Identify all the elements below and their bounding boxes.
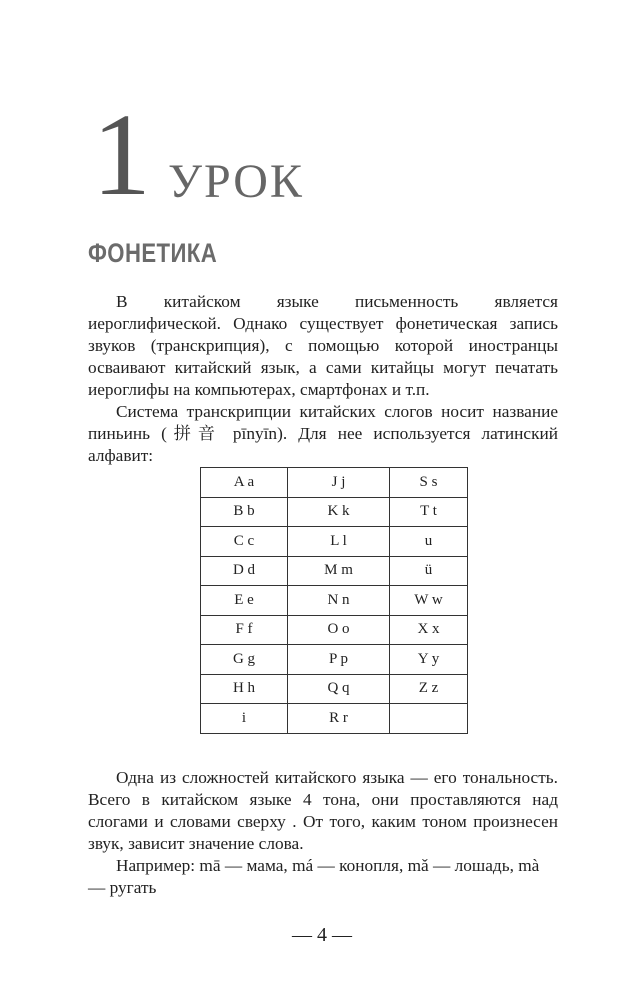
section-title: ФОНЕТИКА bbox=[88, 238, 218, 268]
chapter-title: урок bbox=[168, 136, 304, 212]
chapter-number: 1 bbox=[92, 89, 151, 220]
table-cell: S s bbox=[390, 468, 468, 498]
table-row bbox=[201, 645, 468, 675]
paragraph-intro: В китайском языке письменность является иероглифической. Однако существует фонетическая запись звуков (транскрипция), с помощью которой иностранцы осваивают китайский язык, а сами китайцы могут печатать иероглифы на компьютерах, смартфонах и т.п. bbox=[88, 292, 558, 399]
table-cell: i bbox=[201, 704, 288, 734]
table-row bbox=[201, 497, 468, 527]
table-cell: L l bbox=[288, 527, 390, 557]
paragraph-example: Например: mā — мама, má — конопля, mǎ — лошадь, mà — ругать bbox=[88, 856, 540, 897]
table-cell: R r bbox=[288, 704, 390, 734]
paragraph-pinyin: Система транскрипции китайских слогов носит название пиньинь (拼音 pīnyīn). Для нее используется латинский алфавит: bbox=[88, 402, 558, 465]
table-cell: u bbox=[390, 527, 468, 557]
table-cell: J j bbox=[288, 468, 390, 498]
table-cell: O o bbox=[288, 615, 390, 645]
table-cell: G g bbox=[201, 645, 288, 675]
table-row bbox=[201, 556, 468, 586]
table-cell: ü bbox=[390, 556, 468, 586]
table-cell bbox=[390, 704, 468, 734]
table-cell: M m bbox=[288, 556, 390, 586]
table-cell: W w bbox=[390, 586, 468, 616]
table-row bbox=[201, 674, 468, 704]
table-cell: A a bbox=[201, 468, 288, 498]
table-cell: H h bbox=[201, 674, 288, 704]
table-row bbox=[201, 704, 468, 734]
table-cell: D d bbox=[201, 556, 288, 586]
table-cell: K k bbox=[288, 497, 390, 527]
table-cell: B b bbox=[201, 497, 288, 527]
table-cell: E e bbox=[201, 586, 288, 616]
table-row bbox=[201, 527, 468, 557]
table-cell: Y y bbox=[390, 645, 468, 675]
table-cell: F f bbox=[201, 615, 288, 645]
table-cell: T t bbox=[390, 497, 468, 527]
table-cell: X x bbox=[390, 615, 468, 645]
alphabet-table bbox=[200, 467, 468, 734]
table-cell: Q q bbox=[288, 674, 390, 704]
table-cell: N n bbox=[288, 586, 390, 616]
table-row bbox=[201, 615, 468, 645]
table-cell: P p bbox=[288, 645, 390, 675]
table-row bbox=[201, 468, 468, 498]
page-number: — 4 — bbox=[292, 924, 352, 946]
paragraph-tones: Одна из сложностей китайского языка — его тональность. Всего в китайском языке 4 тона, они проставляются над слогами и словами сверху . От того, каким тоном произнесен звук, зависит значение слова. bbox=[88, 768, 558, 853]
table-cell: C c bbox=[201, 527, 288, 557]
table-cell: Z z bbox=[390, 674, 468, 704]
table-row bbox=[201, 586, 468, 616]
